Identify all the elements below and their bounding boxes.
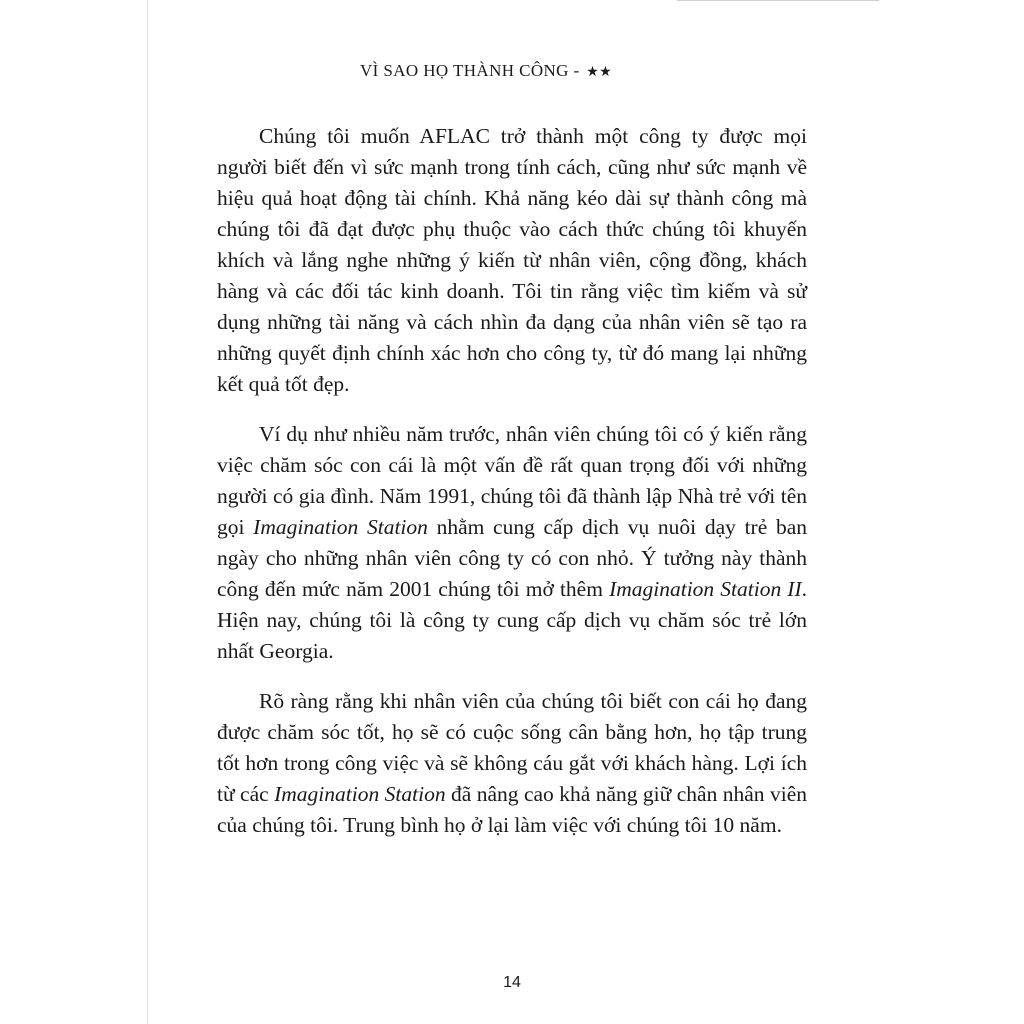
text-run: nhằm cung cấp dịch vụ nuôi dạy trẻ ban ngày cho những nhân viên công ty có con nhỏ. Ý tưởng này thành công đến mức năm 2001 chúng tôi mở thêm	[217, 515, 807, 601]
top-edge-rule	[677, 0, 879, 1]
star-ornament: ★★	[586, 64, 613, 80]
italic-title: Imagination Station	[274, 782, 446, 806]
text-run: Chúng tôi muốn AFLAC trở thành một công ty được mọi người biết đến vì sức mạnh trong tính cách, cũng như sức mạnh về hiệu quả hoạt động tài chính. Khả năng kéo dài sự thành công mà chúng tôi đã đạt được phụ thuộc vào cách thức chúng tôi khuyến khích và lắng nghe những ý kiến từ nhân viên, cộng đồng, khách hàng và các đối tác kinh doanh. Tôi tin rằng việc tìm kiếm và sử dụng những tài năng và cách nhìn đa dạng của nhân viên sẽ tạo ra những quyết định chính xác hơn cho công ty, từ đó mang lại những kết quả tốt đẹp.	[217, 124, 807, 396]
text-run: đã nâng cao khả năng giữ chân nhân viên của chúng tôi. Trung bình họ ở lại làm việc với chúng tôi 10 năm.	[217, 782, 807, 837]
text-run: . Hiện nay, chúng tôi là công ty cung cấp dịch vụ chăm sóc trẻ lớn nhất Georgia.	[217, 577, 807, 663]
italic-title: Imagination Station	[253, 515, 428, 539]
page-left-edge	[147, 0, 148, 1024]
body-text	[217, 121, 807, 860]
paragraph	[217, 686, 807, 841]
paragraph	[217, 419, 807, 667]
paragraph	[217, 121, 807, 400]
running-title: VÌ SAO HỌ THÀNH CÔNG -	[360, 61, 580, 80]
page-number: 14	[503, 974, 521, 991]
text-run: Rõ ràng rằng khi nhân viên của chúng tôi biết con cái họ đang được chăm sóc tốt, họ sẽ có cuộc sống cân bằng hơn, họ tập trung tốt hơn trong công việc và sẽ không cáu gắt với khách hàng. Lợi ích từ các	[217, 689, 807, 806]
running-header	[360, 61, 660, 83]
text-run: Ví dụ như nhiều năm trước, nhân viên chúng tôi có ý kiến rằng việc chăm sóc con cái là một vấn đề rất quan trọng đối với những người có gia đình. Năm 1991, chúng tôi đã thành lập Nhà trẻ với tên gọi	[217, 422, 807, 539]
italic-title: Imagination Station II	[609, 577, 802, 601]
